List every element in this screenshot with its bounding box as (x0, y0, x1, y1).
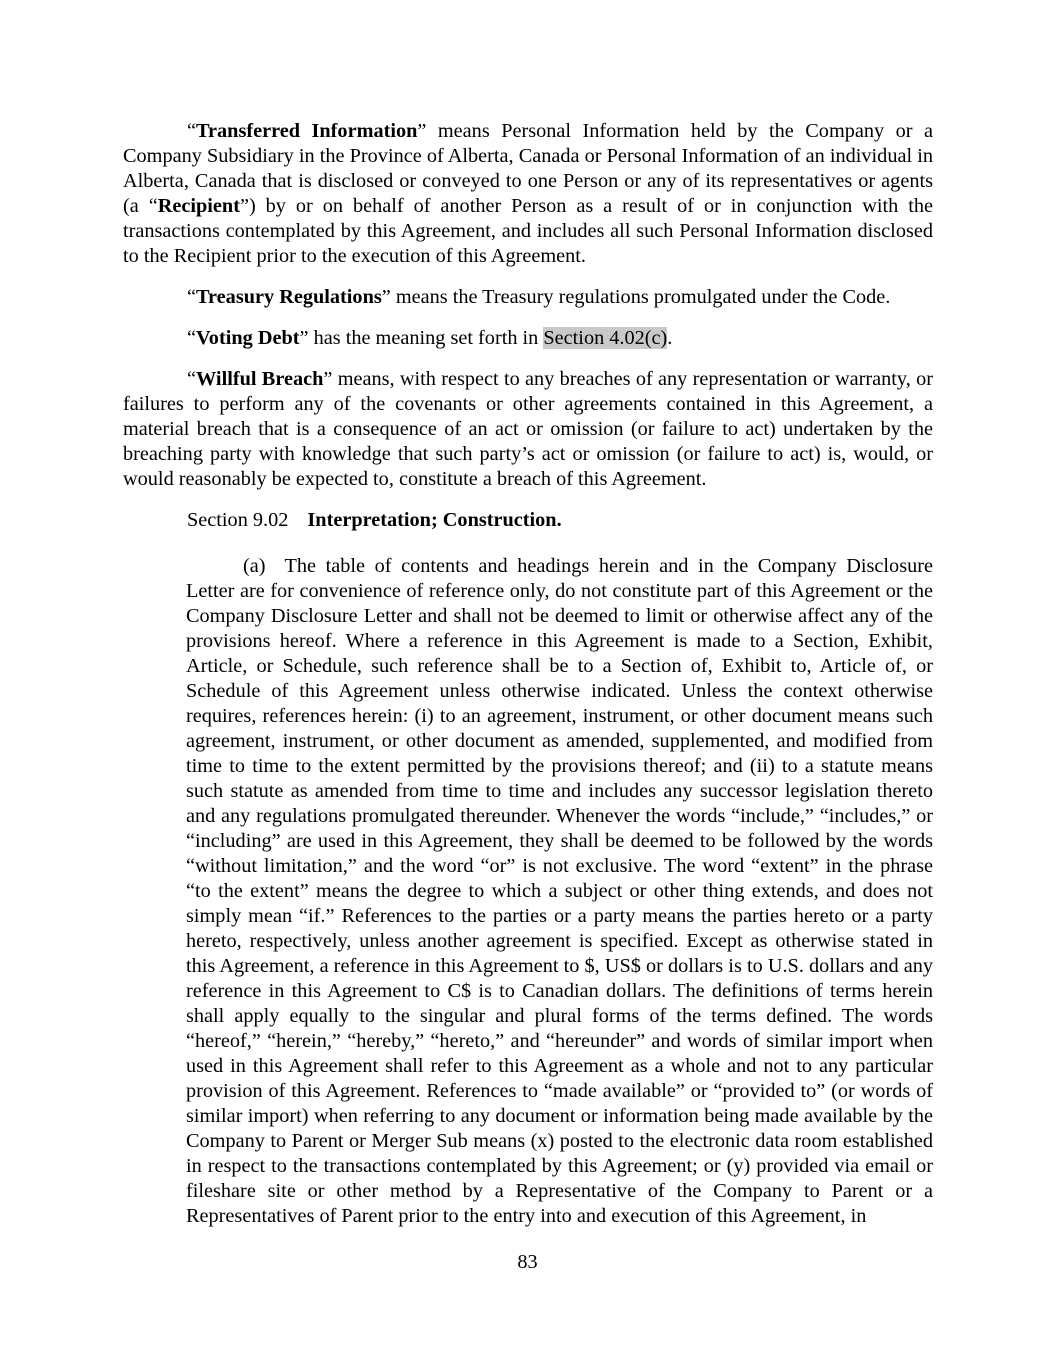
text-run: ” means, with respect to any breaches of any representation or warranty, or failures to perform any of the covenants or other agreements contained in this Agreement, a material breach that is a consequence of an act or omission (or failure to act) undertaken by the breaching party with knowledge that such party’s act or omission (or failure to act) is, would, or would reasonably be expected to, constitute a breach of this Agreement. (123, 368, 933, 490)
text-run: ” has the meaning set forth in (299, 327, 544, 349)
defined-term: Willful Breach (196, 368, 324, 390)
text-run: The table of contents and headings herein and in the Company Disclosure Letter are for convenience of reference only, do not constitute part of this Agreement or the Company Disclosure Letter and shall not be deemed to limit or otherwise affect any of the provisions hereof. Where a reference in this Agreement is made to a Section, Exhibit, Article, or Schedule, such reference shall be to a Section of, Exhibit to, Article of, or Schedule of this Agreement unless otherwise indicated. Unless the context otherwise requires, references herein: (i) to an agreement, instrument, or other document means such agreement, instrument, or other document as amended, supplemented, and modified from time to time to the extent permitted by the provisions thereof; and (ii) to a statute means such statute as amended from time to time and includes any successor legislation thereto and any regulations promulgated thereunder. Whenever the words “include,” “includes,” or “including” are used in this Agreement, they shall be deemed to be followed by the words “without limitation,” and the word “or” is not exclusive. The word “extent” in the phrase “to the extent” means the degree to which a subject or other thing extends, and does not simply mean “if.” References to the parties or a party means the parties hereto or a party hereto, respectively, unless another agreement is specified. Except as otherwise stated in this Agreement, a reference in this Agreement to $, US$ or dollars is to U.S. dollars and any reference in this Agreement to C$ is to Canadian dollars. The definitions of terms herein shall apply equally to the singular and plural forms of the terms defined. The words “hereof,” “herein,” “hereby,” “hereto,” and “hereunder” and words of similar import when used in this Agreement shall refer to this Agreement as a whole and not to any particular provision of this Agreement. References to “made available” or “provided to” (or words of similar import) when referring to any document or information being made available by the Company to Parent or Merger Sub means (x) posted to the electronic data room established in respect to the transactions contemplated by this Agreement; or (y) provided via email or fileshare site or other method by a Representative of the Company to Parent or a Representatives of Parent prior to the entry into and execution of this Agreement, in (186, 555, 933, 1227)
definition-transferred-information (123, 119, 933, 269)
defined-term: Treasury Regulations (196, 286, 382, 308)
text-run: ”) by or on behalf of another Person as a result of or in conjunction with the transactions contemplated by this Agreement, and includes all such Personal Information disclosed to the Recipient prior to the execution of this Agreement. (123, 195, 934, 267)
text-run: ” means Personal Information held by the Company or a Company Subsidiary in the Province of Alberta, Canada or Personal Information of an individual in Alberta, Canada that is disclosed or conveyed to one Person or any of its representatives or agents (a “ (123, 120, 933, 217)
text-run: “ (187, 120, 197, 142)
definition-voting-debt (123, 326, 933, 351)
text-run: “ (187, 368, 197, 390)
definition-treasury-regulations (123, 285, 933, 310)
definition-willful-breach (123, 367, 933, 492)
text-run: “ (187, 286, 197, 308)
text-run: . (667, 327, 673, 349)
defined-term: Recipient (157, 195, 240, 217)
text-run: “ (187, 327, 197, 349)
section-9-02-heading (123, 508, 933, 533)
defined-term: Interpretation; Construction. (307, 509, 562, 531)
page-number: 83 (517, 1251, 538, 1273)
text-run: (a) (243, 555, 266, 577)
defined-term: Transferred Information (196, 120, 418, 142)
document-body (123, 119, 933, 1229)
clause-a-interpretation (186, 554, 933, 1229)
text-run: Section 9.02 (187, 509, 289, 531)
section-reference-highlight[interactable]: Section 4.02(c) (543, 327, 668, 349)
text-run: ” means the Treasury regulations promulgated under the Code. (381, 286, 891, 308)
defined-term: Voting Debt (196, 327, 300, 349)
